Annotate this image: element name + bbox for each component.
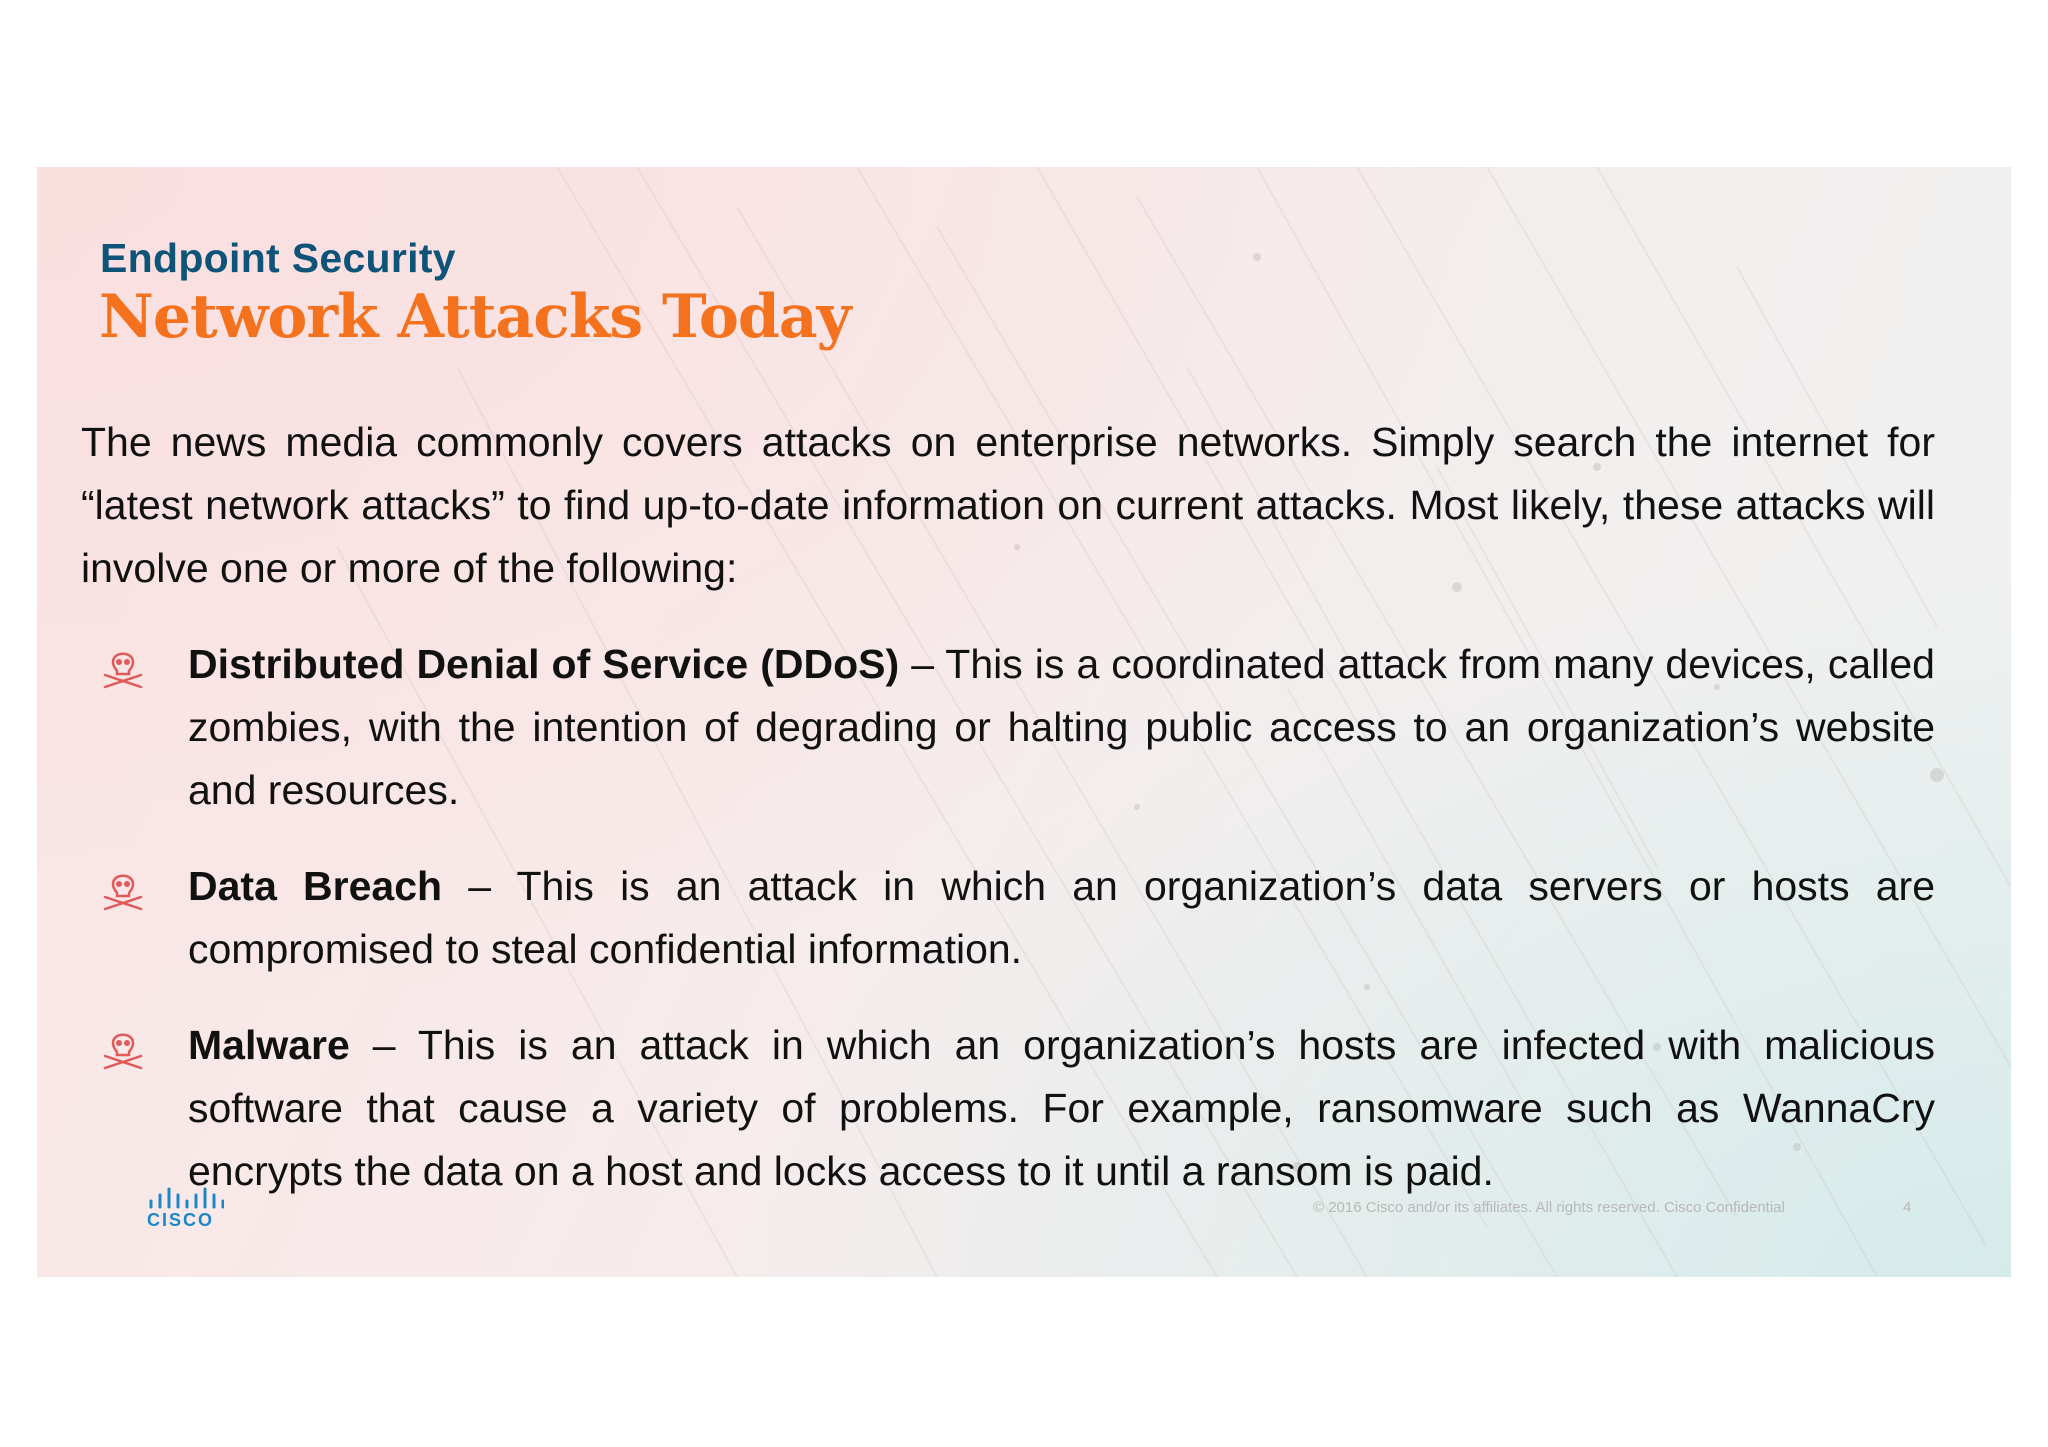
list-item-text — [188, 855, 1935, 981]
list-item-text — [188, 633, 1935, 822]
list-item-term: Malware — [188, 1022, 350, 1068]
list-item-text — [188, 1014, 1935, 1203]
slide-subtitle: Endpoint Security — [100, 235, 456, 281]
skull-crossbones-icon — [99, 643, 147, 691]
cisco-logo — [144, 1185, 234, 1237]
skull-crossbones-icon — [99, 1024, 147, 1072]
skull-crossbones-icon — [99, 865, 147, 913]
cisco-wordmark: CISCO — [147, 1210, 215, 1230]
list-item-term: Distributed Denial of Service (DDoS) — [188, 641, 900, 687]
list-item-term: Data Breach — [188, 863, 443, 909]
list-item-description: – This is an attack in which an organization’s hosts are infected with malicious software that cause a variety of problems. For example, ransomware such as WannaCry encrypts the data on a host and locks access to it until a ransom is paid. — [188, 1022, 1935, 1194]
cisco-bars-icon — [148, 1185, 224, 1211]
page-number: 4 — [1903, 1199, 1912, 1216]
list-item-description: – This is an attack in which an organization’s data servers or hosts are compromised to steal confidential information. — [188, 863, 1935, 972]
list-item-description: – This is a coordinated attack from many devices, called zombies, with the intention of degrading or halting public access to an organization’s website and resources. — [188, 641, 1935, 813]
footer-copyright: © 2016 Cisco and/or its affiliates. All rights reserved. Cisco Confidential — [1313, 1199, 1785, 1216]
intro-paragraph: The news media commonly covers attacks on enterprise networks. Simply search the internet for “latest network attacks” to find up-to-date information on current attacks. Most likely, these attacks will involve one or more of the following: — [81, 419, 1935, 591]
slide — [37, 167, 2011, 1277]
slide-title: Network Attacks Today — [99, 282, 851, 352]
